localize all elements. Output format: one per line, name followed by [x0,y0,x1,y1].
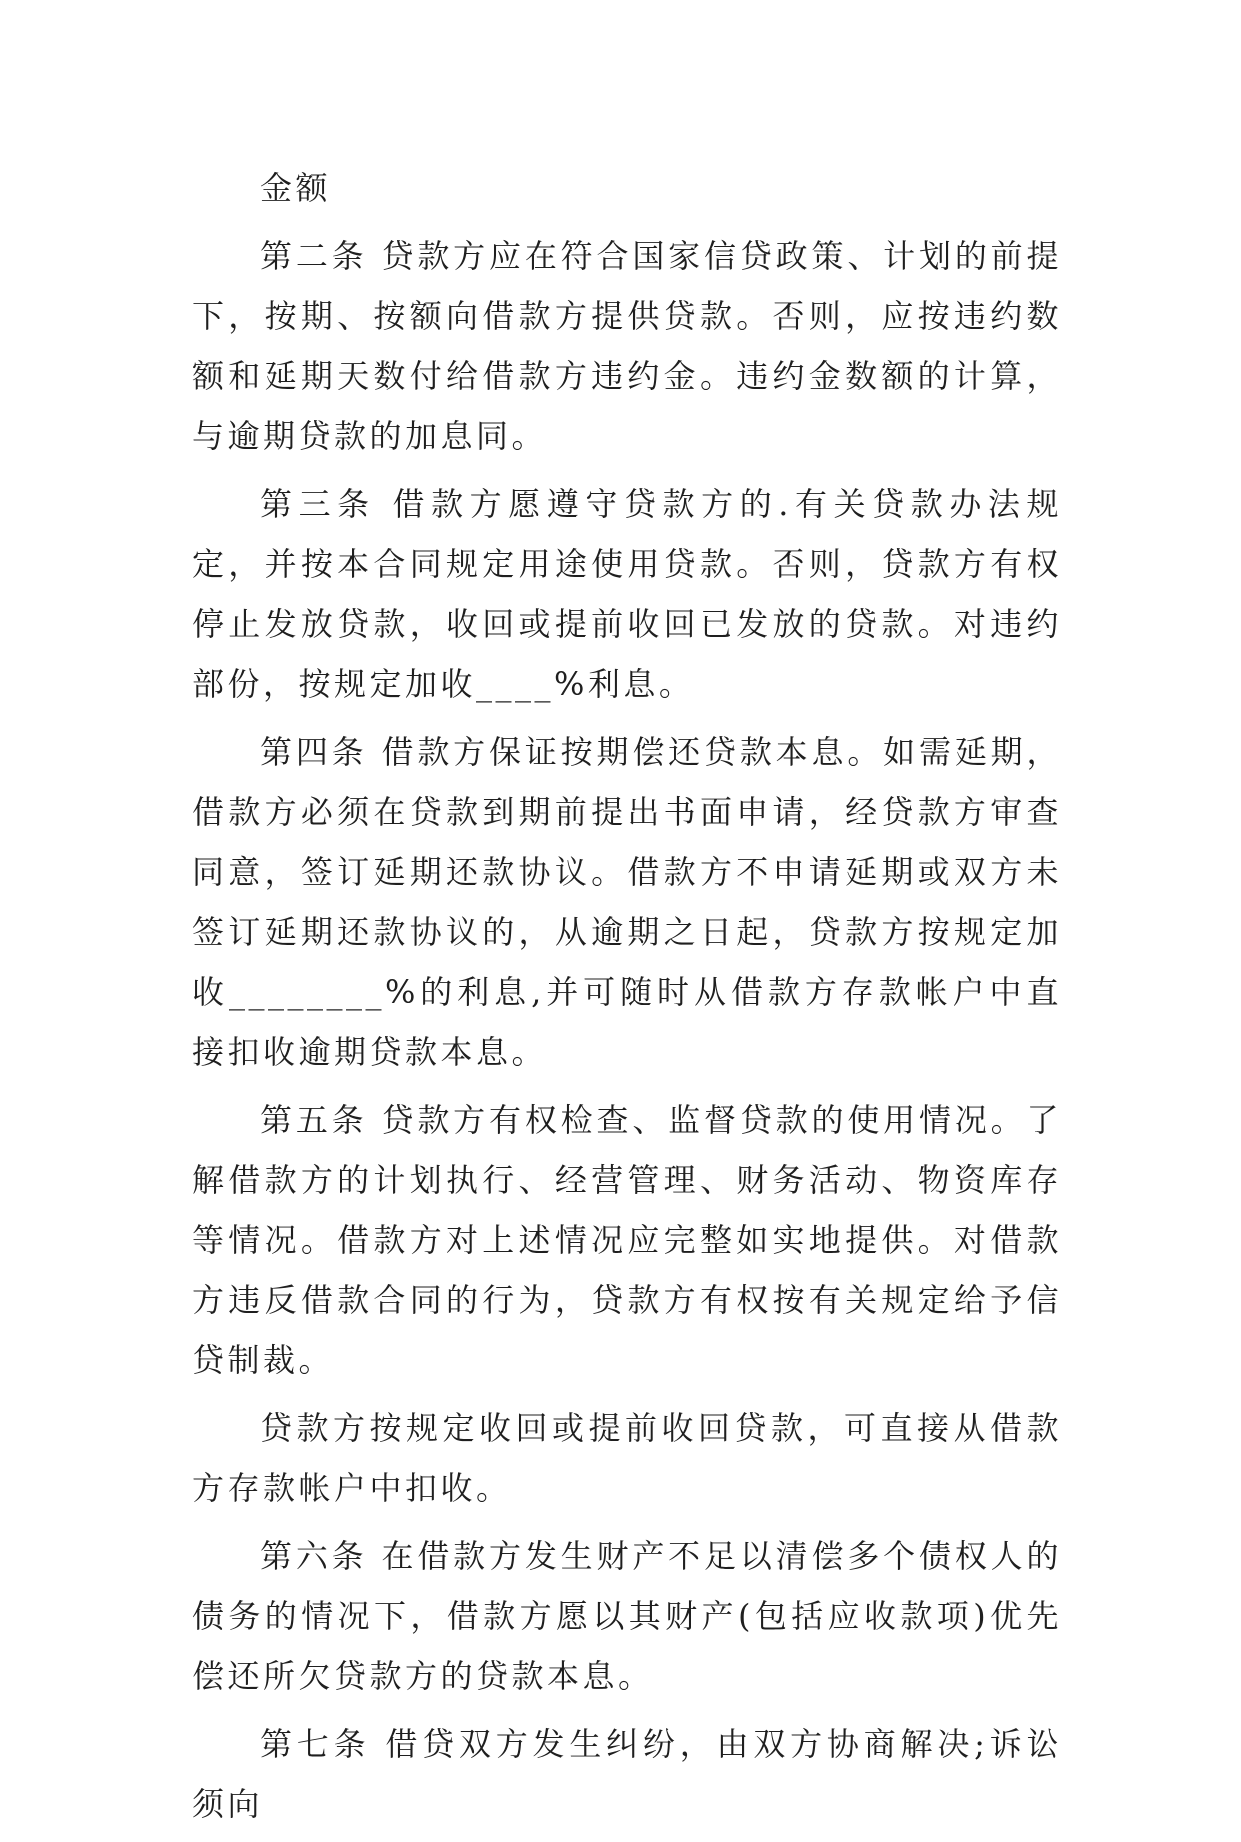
paragraph-article-5: 第五条 贷款方有权检查、监督贷款的使用情况。了解借款方的计划执行、经营管理、财务活动、物资库存等情况。借款方对上述情况应完整如实地提供。对借款方违反借款合同的行为，贷款方有权按有关规定给予信贷制裁。 [192,1101,1062,1379]
contract-body [192,158,1062,1842]
paragraph-article-7: 第七条 借贷双方发生纠纷，由双方协商解决;诉讼须向 [192,1725,1062,1823]
paragraph-article-4: 第四条 借款方保证按期偿还贷款本息。如需延期，借款方必须在贷款到期前提出书面申请，经贷款方审查同意，签订延期还款协议。借款方不申请延期或双方未签订延期还款协议的，从逾期之日起，贷款方按规定加收________%的利息,并可随时从借款方存款帐户中直接扣收逾期贷款本息。 [192,733,1062,1071]
paragraph-article-3: 第三条 借款方愿遵守贷款方的.有关贷款办法规定，并按本合同规定用途使用贷款。否则，贷款方有权停止发放贷款，收回或提前收回已发放的贷款。对违约部份，按规定加收____%利息。 [192,485,1062,703]
paragraph-amount: 金额 [260,169,332,207]
paragraph-article-5-cont: 贷款方按规定收回或提前收回贷款，可直接从借款方存款帐户中扣收。 [192,1409,1062,1507]
paragraph-article-6: 第六条 在借款方发生财产不足以清偿多个债权人的债务的情况下，借款方愿以其财产(包括应收款项)优先偿还所欠贷款方的贷款本息。 [192,1537,1062,1695]
paragraph-article-2: 第二条 贷款方应在符合国家信贷政策、计划的前提下，按期、按额向借款方提供贷款。否则，应按违约数额和延期天数付给借款方违约金。违约金数额的计算，与逾期贷款的加息同。 [192,237,1062,455]
